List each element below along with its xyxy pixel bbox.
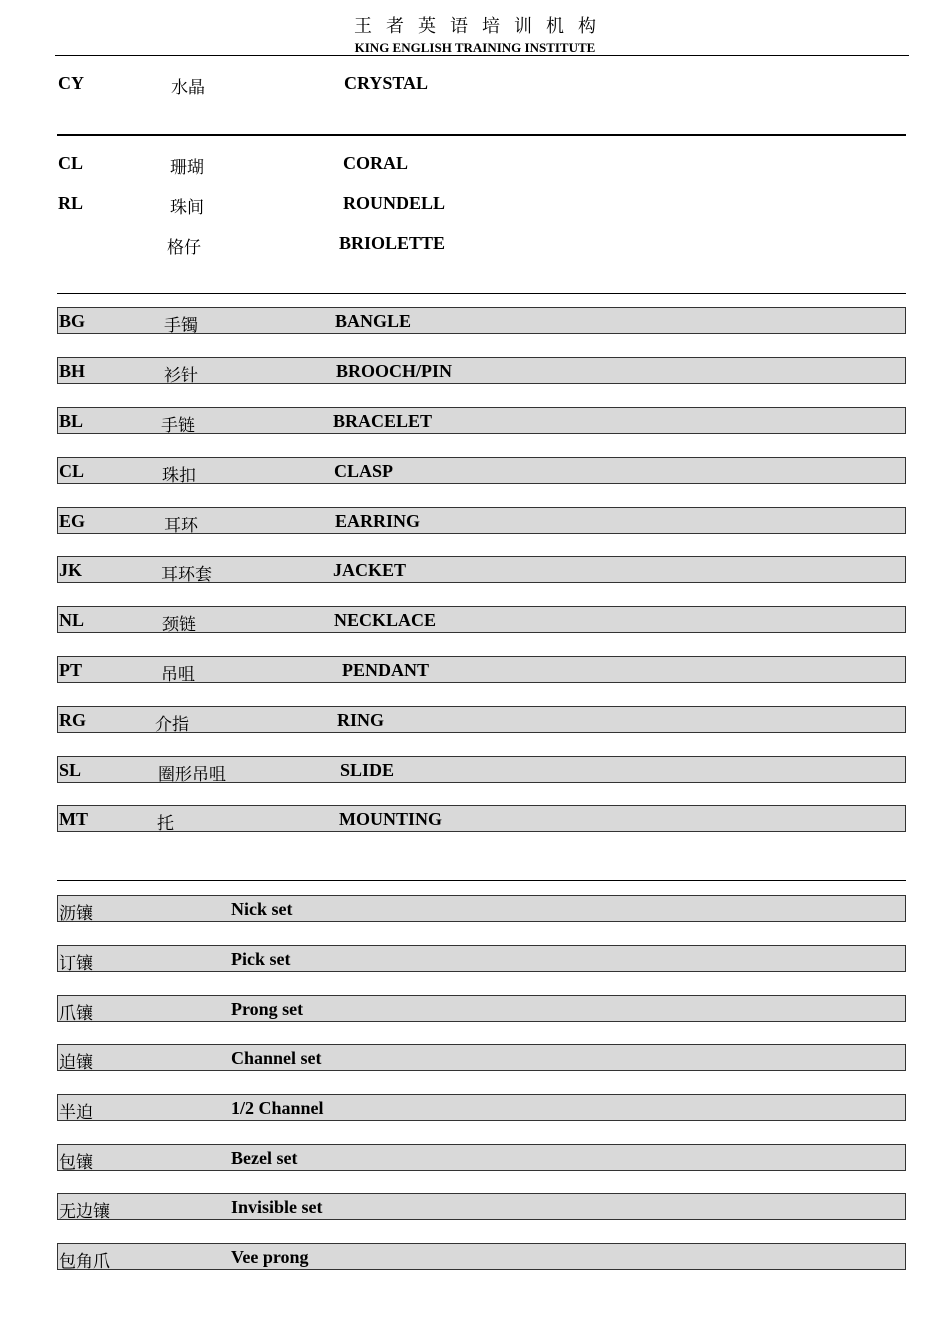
institute-name-english: KING ENGLISH TRAINING INSTITUTE	[354, 40, 596, 55]
term-code: NL	[59, 610, 85, 630]
term-english: CLASP	[334, 461, 394, 481]
header-rule	[55, 55, 909, 56]
term-english: JACKET	[333, 560, 407, 580]
term-code: CY	[58, 73, 84, 93]
setting-row	[57, 1243, 906, 1270]
term-chinese: 托	[157, 814, 174, 834]
term-english: EARRING	[335, 511, 421, 531]
term-chinese: 介指	[155, 715, 189, 735]
term-english: CRYSTAL	[344, 73, 429, 93]
term-chinese: 珠间	[170, 198, 204, 218]
setting-chinese: 迫镶	[59, 1053, 93, 1073]
term-chinese: 衫针	[164, 366, 198, 386]
setting-chinese: 包镶	[59, 1153, 93, 1173]
term-row-crystal	[57, 70, 906, 96]
term-code: BH	[59, 361, 86, 381]
term-row	[57, 357, 906, 384]
setting-chinese: 无边镶	[59, 1202, 110, 1222]
term-code: CL	[59, 461, 85, 481]
term-code: JK	[59, 560, 83, 580]
term-chinese: 格仔	[167, 238, 201, 258]
term-row	[57, 756, 906, 783]
term-chinese: 耳环套	[161, 565, 212, 585]
setting-chinese: 订镶	[59, 954, 93, 974]
setting-chinese: 半迫	[59, 1103, 93, 1123]
setting-row	[57, 945, 906, 972]
term-row	[57, 457, 906, 484]
term-code: CL	[58, 153, 84, 173]
term-chinese: 颈链	[162, 615, 196, 635]
term-english: PENDANT	[342, 660, 430, 680]
term-english: BRIOLETTE	[339, 233, 446, 253]
term-english: MOUNTING	[339, 809, 442, 829]
term-chinese: 圈形吊咀	[158, 765, 226, 785]
section-divider	[57, 134, 906, 136]
setting-english: Vee prong	[231, 1247, 309, 1267]
setting-row	[57, 1144, 906, 1171]
section-divider	[57, 880, 906, 881]
section-divider	[57, 293, 906, 294]
term-row	[57, 805, 906, 832]
term-code: BL	[59, 411, 84, 431]
setting-english: Bezel set	[231, 1148, 298, 1168]
setting-chinese: 沥镶	[59, 904, 93, 924]
term-row	[57, 606, 906, 633]
term-english: BRACELET	[333, 411, 433, 431]
setting-row	[57, 1094, 906, 1121]
setting-chinese: 包角爪	[59, 1252, 110, 1272]
setting-row	[57, 895, 906, 922]
setting-english: Channel set	[231, 1048, 322, 1068]
term-chinese: 吊咀	[161, 665, 195, 685]
term-row	[57, 150, 906, 176]
term-chinese: 耳环	[164, 516, 198, 536]
term-row	[57, 230, 906, 256]
term-english: CORAL	[343, 153, 409, 173]
setting-english: 1/2 Channel	[231, 1098, 324, 1118]
setting-row	[57, 1044, 906, 1071]
setting-chinese: 爪镶	[59, 1004, 93, 1024]
setting-row	[57, 1193, 906, 1220]
term-row	[57, 507, 906, 534]
term-row	[57, 556, 906, 583]
term-english: RING	[337, 710, 385, 730]
setting-english: Pick set	[231, 949, 291, 969]
term-chinese: 手链	[161, 416, 195, 436]
setting-english: Nick set	[231, 899, 293, 919]
setting-english: Invisible set	[231, 1197, 323, 1217]
term-row	[57, 190, 906, 216]
term-code: PT	[59, 660, 83, 680]
term-english: BANGLE	[335, 311, 412, 331]
institute-name-chinese: 王者英语培训机构	[354, 16, 610, 37]
term-english: ROUNDELL	[343, 193, 446, 213]
term-code: EG	[59, 511, 86, 531]
term-chinese: 水晶	[171, 78, 205, 98]
term-code: RG	[59, 710, 86, 730]
term-chinese: 珊瑚	[170, 158, 204, 178]
setting-english: Prong set	[231, 999, 304, 1019]
term-code: SL	[59, 760, 82, 780]
term-row	[57, 307, 906, 334]
term-chinese: 手镯	[164, 316, 198, 336]
setting-row	[57, 995, 906, 1022]
term-code: MT	[59, 809, 88, 829]
term-row	[57, 656, 906, 683]
term-english: SLIDE	[340, 760, 395, 780]
term-english: NECKLACE	[334, 610, 437, 630]
term-chinese: 珠扣	[162, 466, 196, 486]
term-row	[57, 407, 906, 434]
term-code: RL	[58, 193, 84, 213]
term-code: BG	[59, 311, 86, 331]
term-row	[57, 706, 906, 733]
term-english: BROOCH/PIN	[336, 361, 453, 381]
